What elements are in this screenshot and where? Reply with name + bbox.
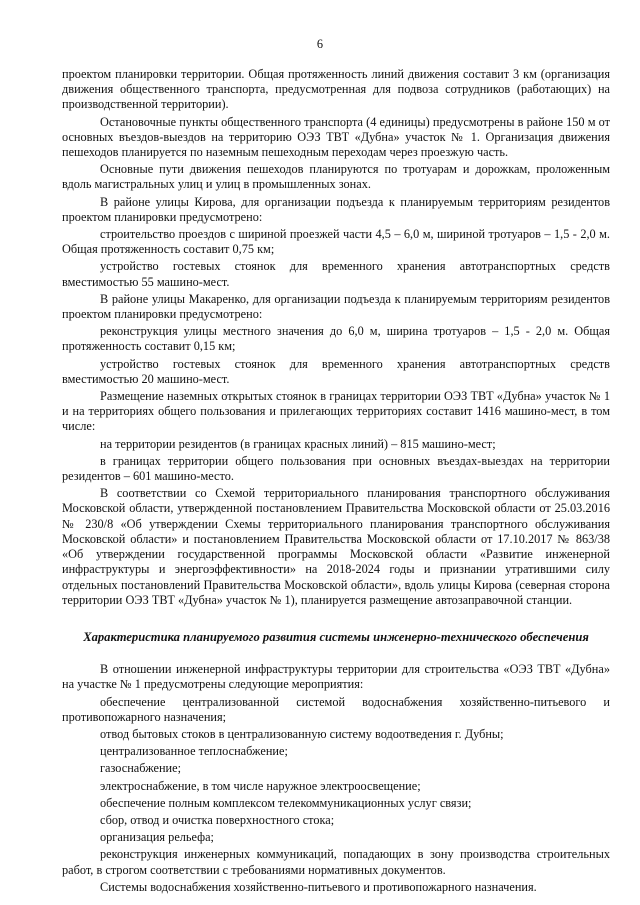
paragraph: устройство гостевых стоянок для временного хранения автотранспортных средств вместимостью 55 машино-мест.: [62, 259, 610, 289]
paragraph: обеспечение полным комплексом телекоммуникационных услуг связи;: [100, 795, 472, 810]
paragraph: газоснабжение;: [100, 761, 182, 776]
paragraph: сбор, отвод и очистка поверхностного стока;: [100, 812, 335, 827]
paragraph: Основные пути движения пешеходов планируются по тротуарам и дорожкам, проложенным вдоль магистральных улиц и улиц в промышленных зонах.: [62, 162, 610, 192]
paragraph: в границах территории общего пользования при основных въездах-выездах на территории резидентов – 601 машино-место.: [62, 453, 610, 484]
paragraph: реконструкция инженерных коммуникаций, попадающих в зону производства строительных работ, в строгом соответствии с требованиями нормативных документов.: [62, 847, 610, 877]
paragraph: устройство гостевых стоянок для временного хранения автотранспортных средств вместимостью 20 машино-мест.: [62, 356, 610, 386]
paragraph: Размещение наземных открытых стоянок в границах территории ОЭЗ ТВТ «Дубна» участок № 1 и на территориях общего пользования и прилегающих территориях составит 1416 машино-мест, в том числе:: [62, 389, 610, 434]
paragraph: Остановочные пункты общественного транспорта (4 единицы) предусмотрены в районе 150 м от основных въездов-выездов на территорию ОЭЗ ТВТ «Дубна» участок № 1. Организация движения пешеходов планируется по наземным пешеходным переходам через проезжую часть.: [62, 114, 610, 160]
paragraph: на территории резидентов (в границах красных линий) – 815 машино-мест;: [100, 436, 496, 451]
paragraph: В отношении инженерной инфраструктуры территории для строительства «ОЭЗ ТВТ «Дубна» на участке № 1 предусмотрены следующие мероприятия:: [62, 662, 610, 692]
page-body: [62, 67, 610, 895]
paragraph: электроснабжение, в том числе наружное электроосвещение;: [100, 778, 421, 793]
paragraph: реконструкция улицы местного значения до 6,0 м, ширина тротуаров – 1,5 - 2,0 м. Общая протяженность составит 0,15 км;: [62, 324, 610, 354]
paragraph: В районе улицы Кирова, для организации подъезда к планируемым территориям резидентов проектом планировки предусмотрено:: [62, 194, 610, 224]
section-heading: Характеристика планируемого развития системы инженерно-технического обеспечения: [83, 629, 589, 644]
paragraph: организация рельефа;: [100, 830, 214, 845]
page-number: 6: [316, 37, 324, 51]
paragraph: В соответствии со Схемой территориального планирования транспортного обслуживания Московской области, утвержденной постановлением Правительства Московской области от 25.03.2016 № 230/8 «Об утверждении Схемы территориального планирования транспортного обслуживания Московской области» и постановлением Правительства Московской области от 17.10.2017 № 863/38 «Об утверждении государственной программы Московской области «Развитие инженерной инфраструктуры и энергоэффективности» на 2018-2024 годы и признании утратившими силу отдельных постановлений Правительства Московской области», вдоль улицы Кирова (северная сторона территории ОЭЗ ТВТ «Дубна» участок № 1), планируется размещение автозаправочной станции.: [62, 486, 610, 607]
paragraph: централизованное теплоснабжение;: [100, 744, 288, 759]
paragraph: отвод бытовых стоков в централизованную систему водоотведения г. Дубны;: [100, 726, 504, 741]
paragraph: строительство проездов с шириной проезжей части 4,5 – 6,0 м, шириной тротуаров – 1,5 - 2,0 м. Общая протяженность составит 0,75 км;: [62, 227, 610, 257]
paragraph: Системы водоснабжения хозяйственно-питьевого и противопожарного назначения.: [100, 879, 537, 894]
paragraph: обеспечение централизованной системой водоснабжения хозяйственно-питьевого и противопожарного назначения;: [62, 694, 610, 724]
paragraph: проектом планировки территории. Общая протяженность линий движения составит 3 км (организация движения общественного транспорта, предусмотренная для подвоза сотрудников (работающих) на производственной территории).: [62, 67, 610, 112]
paragraph: В районе улицы Макаренко, для организации подъезда к планируемым территориям резидентов проектом планировки предусмотрено:: [62, 291, 610, 322]
